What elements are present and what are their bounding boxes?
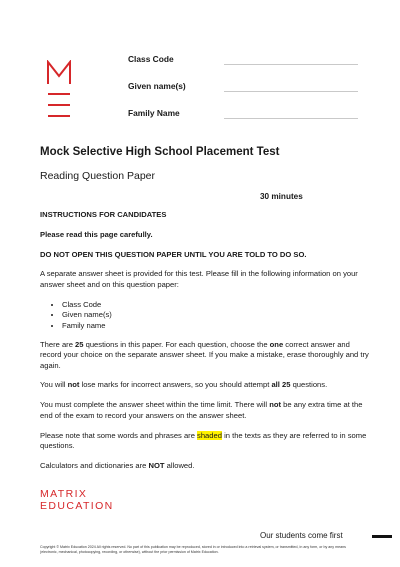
list-item: • Family name xyxy=(62,321,370,332)
text-run: Calculators and dictionaries are xyxy=(40,461,149,470)
instructions-body xyxy=(40,210,370,481)
text-run-bold: not xyxy=(67,380,80,390)
matrix-logo-icon xyxy=(46,60,72,120)
candidate-fields xyxy=(128,54,358,135)
list-item: • Class Code xyxy=(62,300,370,311)
text-run: questions. xyxy=(290,380,328,390)
text-run: lose marks for incorrect answers, so you should attempt xyxy=(79,380,272,390)
text-run: You will xyxy=(40,380,68,390)
brand-line-2: EDUCATION xyxy=(40,500,114,512)
answer-sheet-text: A separate answer sheet is provided for this test. Please fill in the following information on your answer sheet and on this question paper: xyxy=(40,269,358,289)
text-run-bold: all 25 xyxy=(271,380,291,390)
text-run-bold: not xyxy=(269,400,281,410)
footer-divider xyxy=(372,535,392,538)
page-title: Mock Selective High School Placement Test xyxy=(40,146,280,158)
highlighted-word: shaded xyxy=(197,430,222,440)
text-run: questions in this paper. For each question, choose the xyxy=(83,339,270,349)
family-name-line xyxy=(224,118,358,119)
given-name-line xyxy=(224,91,358,92)
class-code-field[interactable] xyxy=(128,54,358,81)
do-not-open-text: DO NOT OPEN THIS QUESTION PAPER UNTIL YOU ARE TOLD TO DO SO. xyxy=(40,249,307,259)
text-run: You must complete the answer sheet within the time limit. There will xyxy=(40,400,270,410)
given-name-field[interactable] xyxy=(128,81,358,108)
class-code-line xyxy=(224,64,358,65)
text-run: correct answer and record your choice on the separate answer sheet. If you make a mistake, erase thoroughly and try again. xyxy=(40,339,369,370)
page-subtitle: Reading Question Paper xyxy=(40,170,155,182)
family-name-field[interactable] xyxy=(128,108,358,135)
text-run: There are xyxy=(40,339,76,349)
text-run: in the texts as they are referred to in some questions. xyxy=(40,430,367,451)
shaded-text xyxy=(40,431,370,452)
marks-text xyxy=(40,380,370,391)
list-item: • Given name(s) xyxy=(62,310,370,321)
footer-tagline: Our students come first xyxy=(260,531,343,540)
questions-text xyxy=(40,340,370,372)
text-run-bold: NOT xyxy=(148,461,165,470)
text-run: Please note that some words and phrases are xyxy=(40,430,198,440)
time-limit-text xyxy=(40,400,370,421)
text-run: be any extra time at the end of the exam to record your answers on the answer sheet. xyxy=(40,400,363,420)
text-run: allowed. xyxy=(164,461,195,470)
copyright-text: Copyright © Matrix Education 2024 All rights reserved. No part of this publication may be reproduced, stored in or introduced into a retrieval system, or transmitted, in any form, or by any means (electronic, mechanical, photocopying, recording, or otherwise), without the prior permission of Matrix Education. xyxy=(40,545,346,554)
class-code-label: Class Code xyxy=(128,54,174,64)
family-name-label: Family Name xyxy=(128,108,180,118)
text-run-bold: one xyxy=(269,339,284,349)
brand-logo xyxy=(40,488,114,512)
read-carefully-text: Please read this page carefully. xyxy=(40,229,153,239)
test-duration: 30 minutes xyxy=(260,192,303,201)
info-list xyxy=(40,300,370,332)
instructions-heading: INSTRUCTIONS FOR CANDIDATES xyxy=(40,210,167,219)
given-name-label: Given name(s) xyxy=(128,81,186,91)
text-run-bold: 25 xyxy=(75,339,84,349)
brand-line-1: MATRIX xyxy=(40,488,88,500)
calculators-text xyxy=(40,461,370,472)
